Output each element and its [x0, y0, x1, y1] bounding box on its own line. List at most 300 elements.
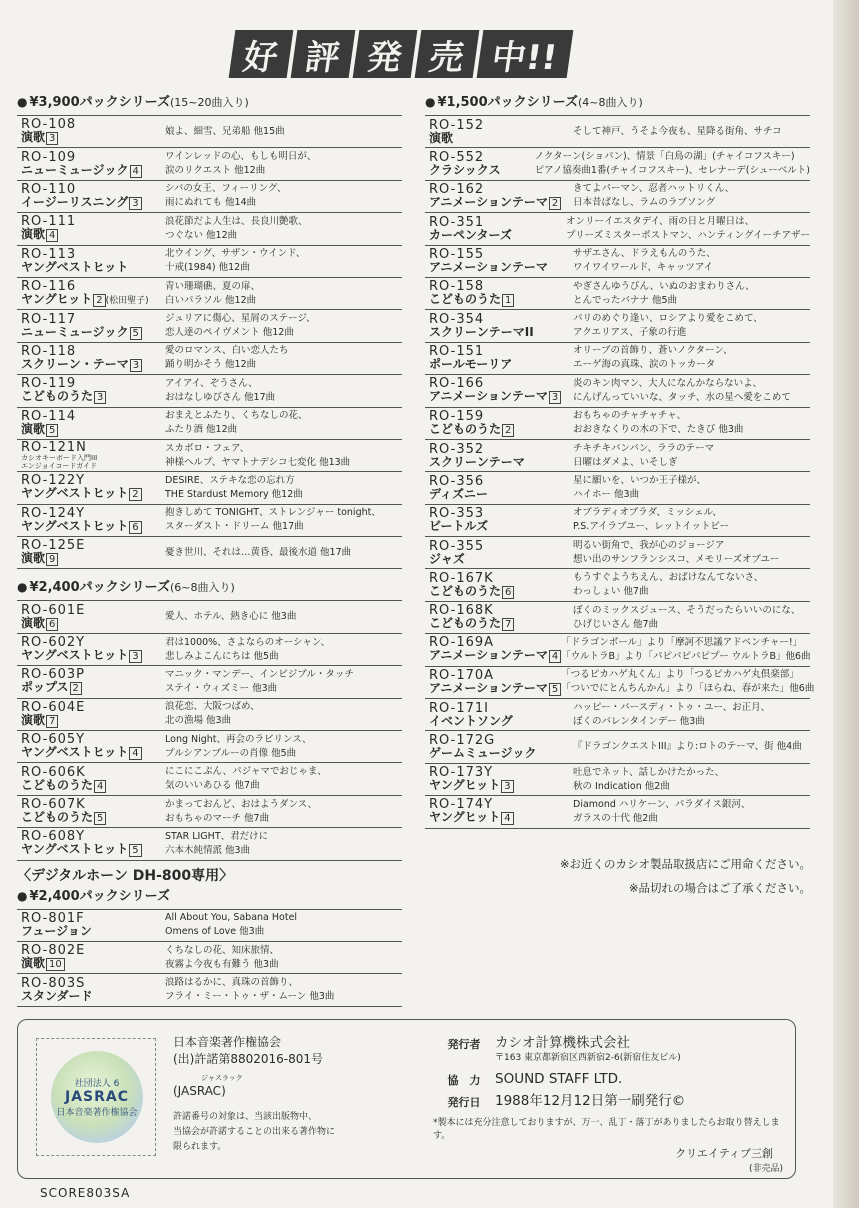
category-name: アニメーションテーマ — [429, 194, 548, 209]
product-row — [17, 910, 402, 942]
series-section — [425, 92, 815, 829]
license-note-line: 当協会が許諾することの出来る著作物に — [173, 1127, 336, 1137]
product-songs — [165, 668, 402, 696]
product-left — [425, 151, 535, 177]
song-line: やぎさんゆうびん、いぬのおまわりさん、 — [573, 280, 755, 292]
song-line: 抱きしめて TONIGHT、ストレンジャー tonight、 — [165, 507, 381, 519]
product-left — [425, 475, 573, 501]
song-line: 北ウイング、サザン・ウインド、 — [165, 248, 306, 260]
category-name: 演歌 — [21, 421, 46, 436]
song-line: つぐない 他12曲 — [165, 229, 238, 241]
product-row — [425, 408, 810, 440]
product-songs — [573, 125, 810, 139]
jasrac-ruby: ジャスラック — [201, 1074, 243, 1082]
product-songs — [165, 344, 402, 372]
product-songs — [165, 506, 402, 534]
song-line: 愛人、ホテル、熱き心に 他3曲 — [165, 611, 297, 623]
song-line: サザエさん、ドラえもんのうた、 — [573, 248, 716, 260]
product-code: RO-116 — [21, 278, 77, 294]
product-list — [17, 909, 402, 1007]
series-name: ¥3,900パックシリーズ — [29, 95, 171, 110]
category-name: 演歌 — [21, 956, 46, 971]
product-songs — [165, 765, 402, 793]
product-code: RO-162 — [429, 181, 485, 197]
note-line: ※お近くのカシオ製品取扱店にご用命ください。 — [559, 857, 811, 871]
product-left — [17, 183, 165, 210]
product-category — [21, 957, 165, 971]
volume-number: 4 — [549, 650, 561, 663]
product-left — [425, 540, 573, 566]
product-songs — [165, 377, 402, 405]
series-name: ¥2,400パックシリーズ — [29, 888, 171, 904]
volume-number: 3 — [94, 391, 106, 404]
song-line: パリのめぐり逢い、ロシアより愛をこめて、 — [573, 313, 763, 325]
product-left — [425, 798, 573, 825]
song-line: 日曜はダメよ、いそしぎ — [573, 456, 678, 468]
product-category — [21, 746, 165, 760]
song-line: 悲しみよこんにちは 他5曲 — [165, 650, 279, 662]
product-row — [17, 408, 402, 440]
song-line: 『ドラゴンクエストIII』より:ロトのテーマ、街 他4曲 — [573, 741, 802, 753]
product-category — [21, 423, 165, 437]
product-row — [425, 472, 810, 504]
category-name: 演歌 — [21, 227, 46, 242]
series-heading — [425, 92, 810, 112]
volume-number: 6 — [129, 521, 141, 534]
song-line: おおきなくりの木の下で、たきび 他3曲 — [573, 424, 744, 436]
volume-number: 2 — [93, 294, 105, 307]
product-category — [21, 552, 165, 566]
volume-number: 2 — [129, 488, 141, 501]
product-category — [429, 715, 573, 728]
category-name: スクリーンテーマ — [429, 454, 525, 469]
category-name: ディズニー — [429, 486, 489, 501]
product-category — [21, 261, 165, 274]
volume-number: 4 — [94, 780, 106, 793]
product-code: RO-606K — [21, 764, 86, 780]
product-songs — [573, 571, 810, 599]
product-code: RO-353 — [429, 506, 485, 522]
product-code: RO-151 — [429, 344, 485, 360]
product-category — [429, 132, 573, 145]
song-line: 日本昔ばなし、ラムのラブソング — [573, 197, 716, 209]
product-songs — [165, 150, 402, 178]
product-row — [425, 602, 810, 634]
category-name: ヤングベストヒット — [21, 648, 129, 663]
song-line: 雨にぬれても 他14曲 — [165, 197, 257, 209]
product-row — [425, 569, 810, 601]
song-line: プリーズミスターポストマン、ハンティングイーチアザー — [566, 229, 810, 241]
date-label: 発行日 — [447, 1096, 481, 1109]
category-name: こどものうた — [429, 292, 502, 307]
product-left — [425, 345, 573, 371]
jasrac-label: (JASRAC) — [173, 1084, 226, 1098]
category-name: ビートルズ — [429, 519, 489, 534]
song-line: ピアノ協奏曲1番(チャイコフスキー)、セレナーデ(シューベルト) — [534, 165, 810, 177]
product-row — [425, 796, 810, 828]
product-row — [425, 310, 810, 342]
song-line: おもちゃのチャチャチャ、 — [573, 410, 687, 422]
product-left — [425, 280, 573, 307]
seal-title: JASRAC — [64, 1089, 130, 1105]
category-name: スクリーンテーマII — [429, 325, 534, 340]
series-heading — [17, 577, 402, 597]
volume-number: 4 — [129, 747, 141, 760]
volume-number: 2 — [549, 197, 561, 210]
banner-char: 評 — [291, 30, 356, 78]
song-line: わっしょい 他7曲 — [573, 586, 649, 598]
song-line: にこにこぷん、パジャマでおじゃま、 — [165, 766, 327, 778]
product-category — [429, 423, 573, 437]
product-left — [17, 441, 165, 470]
product-row — [17, 796, 402, 828]
product-category — [21, 164, 165, 178]
date-row — [433, 1092, 793, 1112]
volume-number: 5 — [129, 844, 141, 857]
song-line: 北の漁場 他3曲 — [165, 715, 232, 727]
product-left — [17, 345, 165, 372]
product-category — [21, 681, 165, 695]
category-note: (松田聖子) — [105, 295, 149, 306]
series-name: ¥2,400パックシリーズ — [29, 580, 171, 596]
category-small-line: エンジョイコードガイド — [21, 462, 97, 471]
category-name: ヤングヒット — [21, 291, 93, 306]
product-left — [425, 669, 561, 696]
banner-char: 売 — [415, 30, 480, 78]
category-name: クラシックス — [429, 163, 501, 178]
product-row — [17, 666, 402, 698]
category-name: アニメーションテーマ — [429, 648, 548, 663]
category-name: ポップス — [21, 680, 69, 695]
category-name: アニメーションテーマ — [429, 260, 548, 275]
song-line: ひげじいさん 他7曲 — [573, 618, 659, 630]
song-line: くちなしの花、知床旅情、 — [165, 944, 280, 956]
song-line: 白いパラソル 他12曲 — [165, 294, 257, 306]
product-left — [17, 701, 165, 728]
song-line: チキチキバンバン、ララのテーマ — [573, 442, 715, 454]
product-category — [429, 261, 573, 274]
date-value: 1988年12月12日第一刷発行© — [495, 1093, 686, 1109]
page-edge — [833, 0, 859, 1208]
product-category — [429, 488, 573, 501]
product-code: RO-124Y — [21, 505, 86, 521]
product-category — [21, 843, 165, 857]
category-name: ニューミュージック — [21, 324, 129, 339]
product-row — [17, 505, 402, 537]
product-songs — [165, 976, 402, 1004]
product-songs — [573, 312, 810, 340]
song-line: もうすぐようちえん、おばけなんてないさ、 — [573, 572, 764, 584]
coop-value: SOUND STAFF LTD. — [495, 1071, 623, 1087]
product-list — [425, 115, 815, 829]
product-left — [17, 733, 165, 760]
product-songs — [165, 944, 402, 972]
product-left — [425, 734, 573, 760]
category-name: ゲームミュージック — [429, 746, 537, 761]
volume-number: 2 — [70, 682, 82, 695]
product-code: RO-608Y — [21, 829, 86, 845]
product-code: RO-125E — [21, 538, 86, 554]
product-row — [425, 440, 810, 472]
product-songs — [573, 247, 810, 275]
product-category — [429, 779, 573, 793]
product-songs — [165, 546, 402, 560]
song-line: アクエリアス、子象の行進 — [573, 327, 687, 339]
product-category — [21, 326, 165, 340]
license-number: (出)許諾第8802016-801号 — [173, 1052, 324, 1066]
song-line: Diamond ハリケーン、パラダイス銀河、 — [573, 798, 751, 810]
product-code: RO-173Y — [429, 765, 494, 780]
product-code: RO-169A — [429, 635, 495, 651]
category-name: カーペンターズ — [429, 227, 512, 242]
category-name: イージーリスニング — [21, 194, 129, 209]
product-songs — [573, 442, 810, 470]
song-line: おまえとふたり、くちなしの花、 — [165, 410, 308, 422]
song-line: 浪路はるかに、真珠の首飾り、 — [165, 977, 299, 989]
bullet-icon: ● — [17, 580, 28, 595]
category-small-line: カシオキーボード入門III — [21, 454, 98, 463]
product-left — [425, 766, 573, 793]
product-category — [429, 811, 573, 825]
song-line: 十戒(1984) 他12曲 — [165, 262, 250, 274]
product-code: RO-354 — [429, 312, 485, 328]
product-songs — [535, 150, 810, 178]
category-name: 演歌 — [429, 130, 454, 145]
product-left — [425, 507, 573, 533]
product-row — [17, 116, 402, 148]
product-row — [17, 440, 402, 472]
product-left — [17, 944, 165, 971]
product-code: RO-158 — [429, 279, 485, 295]
song-line: ぼくのミックスジュース、そうだったらいいのにな、 — [573, 604, 801, 616]
song-line: 気のいいあひる 他7曲 — [165, 780, 260, 792]
creative-credit: クリエイティブ三創 — [675, 1147, 773, 1160]
product-code: RO-172G — [429, 733, 496, 749]
volume-number: 4 — [46, 229, 58, 242]
song-line: DESIRE、ステキな恋の忘れ方 — [165, 474, 295, 486]
category-name: ヤングベストヒット — [21, 486, 129, 501]
volume-number: 3 — [549, 391, 561, 404]
category-name: ヤングヒット — [429, 810, 501, 825]
product-code: RO-603P — [21, 667, 85, 683]
product-songs — [561, 668, 814, 696]
product-left — [425, 313, 573, 339]
product-code: RO-155 — [429, 247, 485, 263]
category-name: スクリーン・テーマ — [21, 356, 129, 371]
product-category — [429, 585, 573, 599]
product-code: RO-152 — [429, 117, 485, 133]
product-row — [17, 828, 402, 860]
category-name: ヤングベストヒット — [21, 745, 129, 760]
product-code: RO-607K — [21, 797, 86, 812]
product-code: RO-801F — [21, 911, 85, 927]
category-name: こどものうた — [429, 616, 502, 631]
category-name: ヤングベストヒット — [21, 518, 129, 533]
song-line: 憂き世川、それは…黄昏、最後水道 他17曲 — [165, 546, 352, 558]
song-line: 青い珊瑚礁、夏の扉、 — [165, 280, 261, 292]
product-row — [17, 148, 402, 180]
product-code: RO-111 — [21, 214, 77, 230]
product-songs — [165, 830, 402, 858]
product-left — [17, 474, 165, 501]
dh-section-title: 〈デジタルホーン DH-800専用〉 — [17, 867, 234, 884]
song-line: 夜霧よ今夜も有難う 他3曲 — [165, 958, 279, 970]
product-left — [17, 636, 165, 663]
category-name: 演歌 — [21, 130, 46, 145]
product-row — [425, 213, 810, 245]
product-songs — [573, 280, 810, 308]
product-code: RO-802E — [21, 943, 86, 959]
song-line: ワインレッドの心、もしも明日が、 — [165, 151, 317, 163]
song-line: シバの女王、フィーリング、 — [165, 183, 287, 195]
volume-number: 5 — [130, 327, 142, 340]
series-section — [17, 886, 402, 1007]
product-left — [17, 248, 165, 274]
product-left — [425, 443, 573, 469]
category-name: イベントソング — [429, 713, 513, 728]
product-songs — [165, 636, 402, 664]
product-songs — [165, 610, 402, 624]
license-note-line: 許諾番号の対象は、当該出版物中、 — [173, 1112, 318, 1122]
product-code: RO-604E — [21, 699, 86, 715]
copyright-block — [173, 1034, 335, 1155]
product-code: RO-121N — [21, 440, 87, 456]
category-name: ヤングベストヒット — [21, 260, 129, 275]
volume-number: 4 — [501, 812, 513, 825]
publisher-name: カシオ計算機株式会社 — [495, 1035, 630, 1051]
song-line: ワイワイワールド、キャッツアイ — [573, 262, 714, 274]
series-range: (15~20曲入り) — [170, 96, 249, 109]
song-line: ガラスの十代 他2曲 — [573, 812, 658, 824]
product-songs — [573, 377, 810, 405]
song-line: ふたり酒 他12曲 — [165, 424, 238, 436]
product-code: RO-552 — [429, 150, 485, 166]
note-line: ※品切れの場合はご了承ください。 — [628, 881, 811, 895]
product-left — [425, 702, 573, 728]
song-line: 秋の Indication 他2曲 — [573, 780, 670, 792]
product-left — [425, 377, 573, 404]
product-row — [17, 634, 402, 666]
product-left — [425, 636, 561, 663]
product-row — [425, 505, 810, 537]
product-code: RO-118 — [21, 343, 77, 359]
song-line: 「ドラゴンボール」より「摩訶不思議アドベンチャー!」 — [561, 636, 803, 648]
song-line: そして神戸、うそよ今夜も、星降る街角、サチコ — [573, 125, 782, 137]
product-left — [425, 216, 566, 242]
product-category — [21, 293, 165, 308]
volume-number: 7 — [502, 618, 514, 631]
song-line: ハイホー 他3曲 — [573, 488, 640, 500]
product-songs — [573, 539, 810, 567]
product-left — [17, 215, 165, 242]
song-line: ステイ・ウィズミー 他3曲 — [165, 682, 278, 694]
product-category — [21, 990, 165, 1003]
song-line: 涙のリクエスト 他12曲 — [165, 165, 266, 177]
product-row — [17, 731, 402, 763]
product-row — [17, 942, 402, 974]
product-category — [21, 358, 165, 372]
volume-number: 4 — [130, 165, 142, 178]
song-line: おはなしゆびさん 他17曲 — [165, 391, 276, 403]
song-line: とんでったバナナ 他5曲 — [573, 294, 678, 306]
category-name: スタンダード — [21, 989, 93, 1004]
song-line: 「ウルトラB」より「パピパピパピプー ウルトラB」他6曲 — [561, 650, 811, 662]
bullet-icon: ● — [17, 888, 28, 903]
seal-bottom-text: 日本音楽著作権協会 — [56, 1108, 138, 1118]
song-line: THE Stardust Memory 他12曲 — [165, 488, 303, 500]
product-left — [17, 151, 165, 178]
product-songs — [165, 280, 402, 308]
product-row — [425, 343, 810, 375]
product-category — [21, 925, 165, 938]
product-left — [425, 183, 573, 210]
jasrac-seal — [51, 1051, 143, 1143]
product-category — [429, 326, 573, 339]
product-category — [21, 131, 165, 145]
song-line: マニック・マンデー、インビジブル・タッチ — [165, 668, 354, 680]
category-name: ヤングベストヒット — [21, 842, 129, 857]
product-row — [425, 634, 810, 666]
product-category — [21, 487, 165, 501]
song-line: 明るい街角で、我が心のジョージア — [573, 539, 725, 551]
product-code: RO-114 — [21, 408, 77, 424]
product-songs — [165, 312, 402, 340]
product-left — [17, 668, 165, 695]
volume-number: 1 — [502, 294, 514, 307]
song-line: スカボロ・フェア、 — [165, 442, 250, 454]
category-name: アニメーションテーマ — [429, 389, 548, 404]
product-category — [429, 456, 573, 469]
product-category — [429, 553, 573, 566]
song-line: 「つるピカハゲ丸くん」より「つるピカハゲ丸倶楽部」 — [561, 669, 799, 681]
product-left — [425, 604, 573, 631]
song-line: にんげんっていいな、タッチ、水の星へ愛をこめて — [573, 391, 791, 403]
series-section — [17, 92, 402, 569]
bullet-icon: ● — [425, 95, 436, 109]
song-line: Omens of Love 他3曲 — [165, 926, 265, 938]
product-code: RO-352 — [429, 441, 485, 457]
product-row — [425, 148, 810, 180]
product-category — [429, 293, 573, 307]
song-line: 愛のロマンス、白い恋人たち — [165, 345, 289, 357]
product-category — [429, 649, 561, 663]
product-left — [17, 766, 165, 793]
product-row — [17, 537, 402, 569]
category-name: フュージョン — [21, 924, 92, 939]
product-row — [425, 731, 810, 763]
product-songs — [573, 474, 810, 502]
category-name: 演歌 — [21, 712, 46, 727]
product-row — [425, 278, 810, 310]
product-left — [17, 507, 165, 534]
product-row — [425, 667, 815, 699]
notes — [560, 852, 811, 900]
product-code: RO-159 — [429, 408, 485, 424]
series-range: (6~8曲入り) — [170, 581, 235, 595]
song-line: 君は1000%、さよならのオーシャン、 — [165, 636, 331, 648]
song-line: 踊り明かそう 他12曲 — [165, 359, 257, 371]
product-left — [17, 912, 165, 938]
product-songs — [573, 701, 810, 729]
product-left — [425, 248, 573, 274]
category-name: ジャズ — [429, 551, 465, 566]
product-category — [429, 164, 535, 177]
product-songs — [165, 700, 402, 728]
song-line: プルシアンブルーの肖像 他5曲 — [165, 747, 297, 759]
product-row — [425, 537, 810, 569]
product-row — [425, 375, 810, 407]
non-sale-label: (非売品) — [748, 1164, 783, 1174]
